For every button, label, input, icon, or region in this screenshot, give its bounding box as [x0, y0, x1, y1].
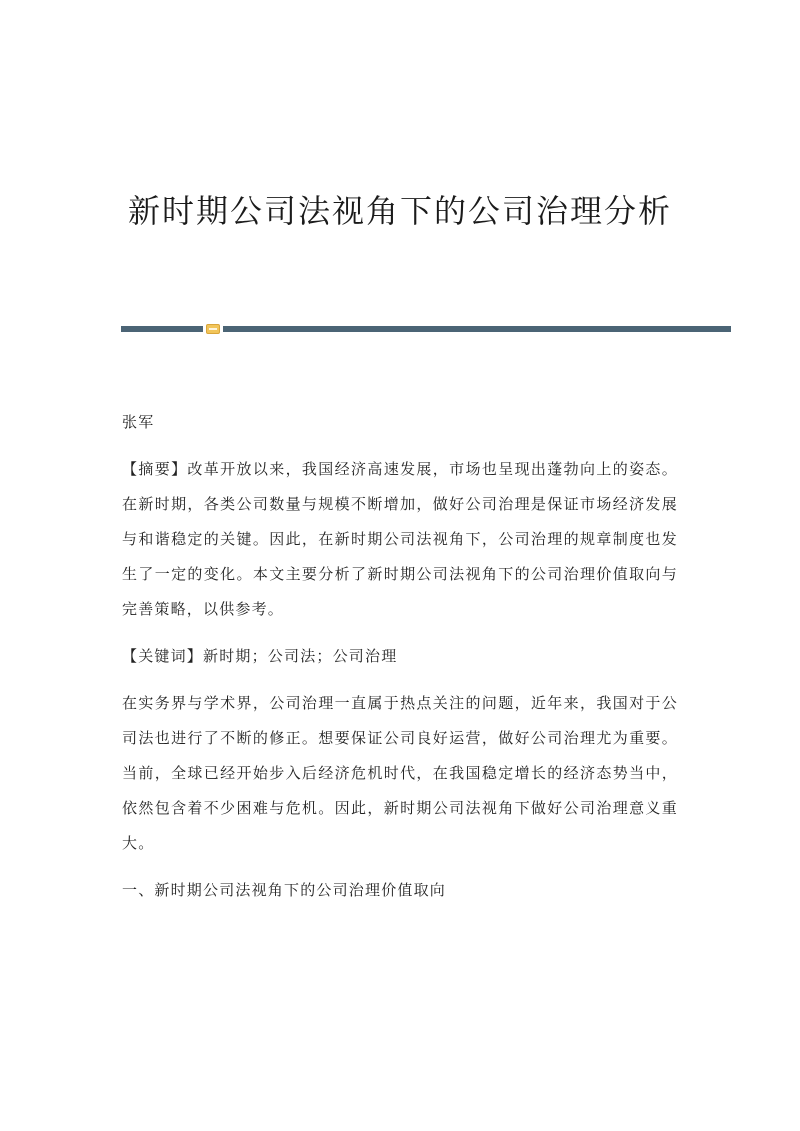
author-name: 张军: [122, 413, 155, 431]
title-divider: [121, 325, 731, 333]
divider-bar-left: [121, 326, 203, 332]
intro-paragraph: 在实务界与学术界，公司治理一直属于热点关注的问题，近年来，我国对于公司法也进行了不断的修正。想要保证公司良好运营，做好公司治理尤为重要。当前，全球已经开始步入后经济危机时代，在我国稳定增长的经济态势当中，依然包含着不少困难与危机。因此，新时期公司法视角下做好公司治理意义重大。: [122, 694, 678, 852]
document-title: 新时期公司法视角下的公司治理分析: [127, 192, 672, 230]
document-body: [122, 405, 678, 920]
keywords-paragraph: 【关键词】新时期；公司法；公司治理: [122, 647, 398, 665]
section-heading: 一、新时期公司法视角下的公司治理价值取向: [122, 881, 447, 899]
divider-ornament-icon: [206, 324, 220, 334]
divider-bar-right: [223, 326, 731, 332]
abstract-paragraph: 【摘要】改革开放以来，我国经济高速发展，市场也呈现出蓬勃向上的姿态。在新时期，各类公司数量与规模不断增加，做好公司治理是保证市场经济发展与和谐稳定的关键。因此，在新时期公司法视角下，公司治理的规章制度也发生了一定的变化。本文主要分析了新时期公司法视角下的公司治理价值取向与完善策略，以供参考。: [122, 460, 678, 618]
